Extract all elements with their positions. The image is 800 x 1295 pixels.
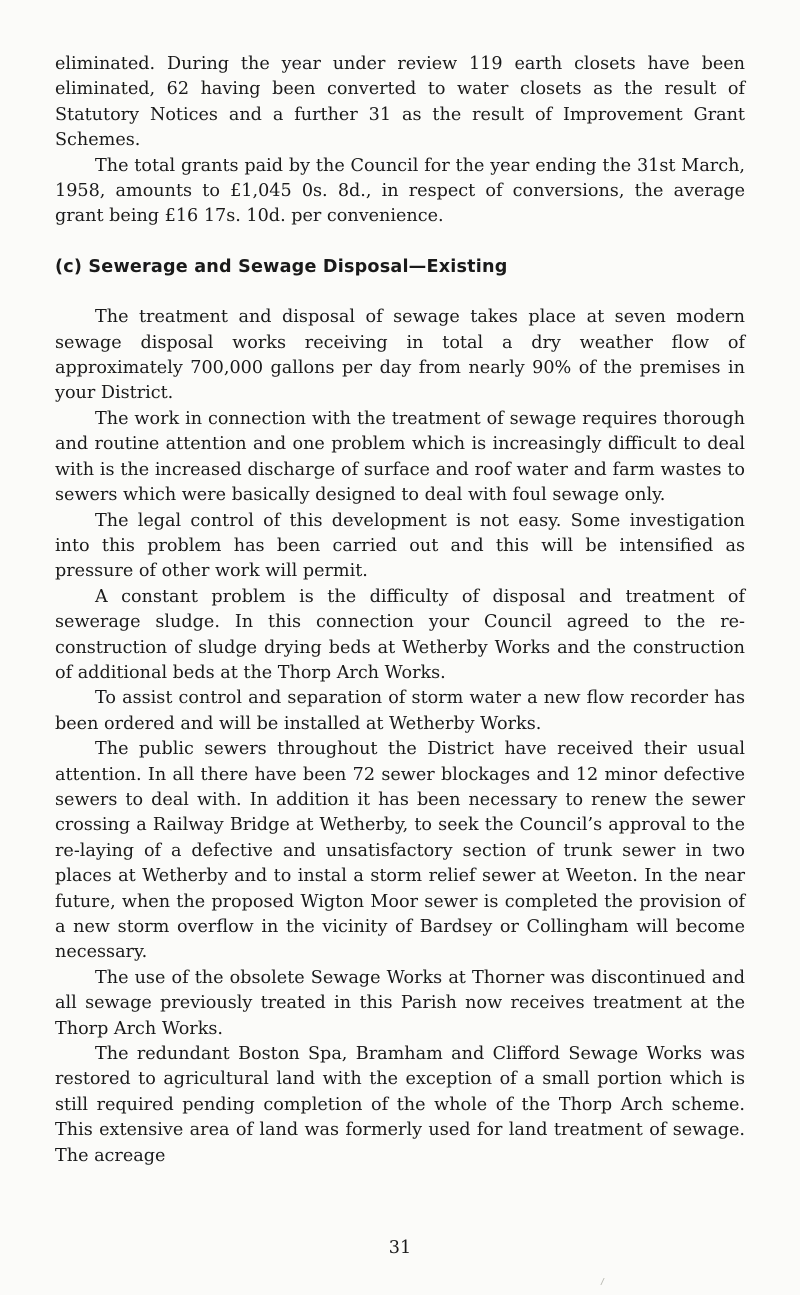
paragraph-public-sewers: The public sewers throughout the District have received their usual attention. In all there have been 72 sewer blockages and 12 minor defective sewers to deal with. In addition it has been necessary to renew the sewer crossing a Railway Bridge at Wetherby, to seek the Council’s approval to the re-laying of a defective and unsatisfactory section of trunk sewer in two places at Wetherby and to instal a storm relief sewer at Weeton. In the near future, when the proposed Wigton Moor sewer is completed the provision of a new storm overflow in the vicinity of Bardsey or Collingham will become necessary. (55, 739, 745, 963)
page-number: 31 (388, 1238, 412, 1258)
document-page (55, 52, 745, 1169)
paragraph-sludge: A constant problem is the difficulty of disposal and treatment of sewerage sludge. In this connection your Council agreed to the re-construction of sludge drying beds at Wetherby Works and the construction of additional beds at the Thorp Arch Works. (55, 586, 745, 683)
paragraph-earth-closets: eliminated. During the year under review 119 earth closets have been eliminated, 62 having been converted to water closets as the result of Statutory Notices and a further 31 as the result of Improvement Grant Schemes. (55, 54, 745, 151)
scan-mark (600, 1278, 609, 1285)
paragraph-treatment-disposal: The treatment and disposal of sewage takes place at seven modern sewage disposal works receiving in total a dry weather flow of approximately 700,000 gallons per day from nearly 90% of the premises in your District. (55, 307, 745, 404)
paragraph-legal-control: The legal control of this development is not easy. Some investigation into this problem has been carried out and this will be intensified as pressure of other work will permit. (55, 510, 745, 582)
paragraph-flow-recorder: To assist control and separation of storm water a new flow recorder has been ordered and will be installed at Wetherby Works. (55, 688, 745, 734)
paragraph-grants: The total grants paid by the Council for the year ending the 31st March, 1958, amounts to £1,045 0s. 8d., in respect of conversions, the average grant being £16 17s. 10d. per convenience. (55, 155, 745, 227)
paragraph-surface-water: The work in connection with the treatment of sewage requires thorough and routine attention and one problem which is increasingly difficult to deal with is the increased discharge of surface and roof water and farm wastes to sewers which were basically designed to deal with foul sewage only. (55, 408, 745, 506)
paragraph-thorner-works: The use of the obsolete Sewage Works at Thorner was discontinued and all sewage previously treated in this Parish now receives treatment at the Thorp Arch Works. (55, 967, 745, 1039)
section-heading: (c) Sewerage and Sewage Disposal—Existing (55, 256, 508, 277)
paragraph-redundant-works: The redundant Boston Spa, Bramham and Clifford Sewage Works was restored to agricultural land with the exception of a small portion which is still required pending completion of the whole of the Thorp Arch scheme. This extensive area of land was formerly used for land treatment of sewage. The acreage (55, 1044, 745, 1166)
